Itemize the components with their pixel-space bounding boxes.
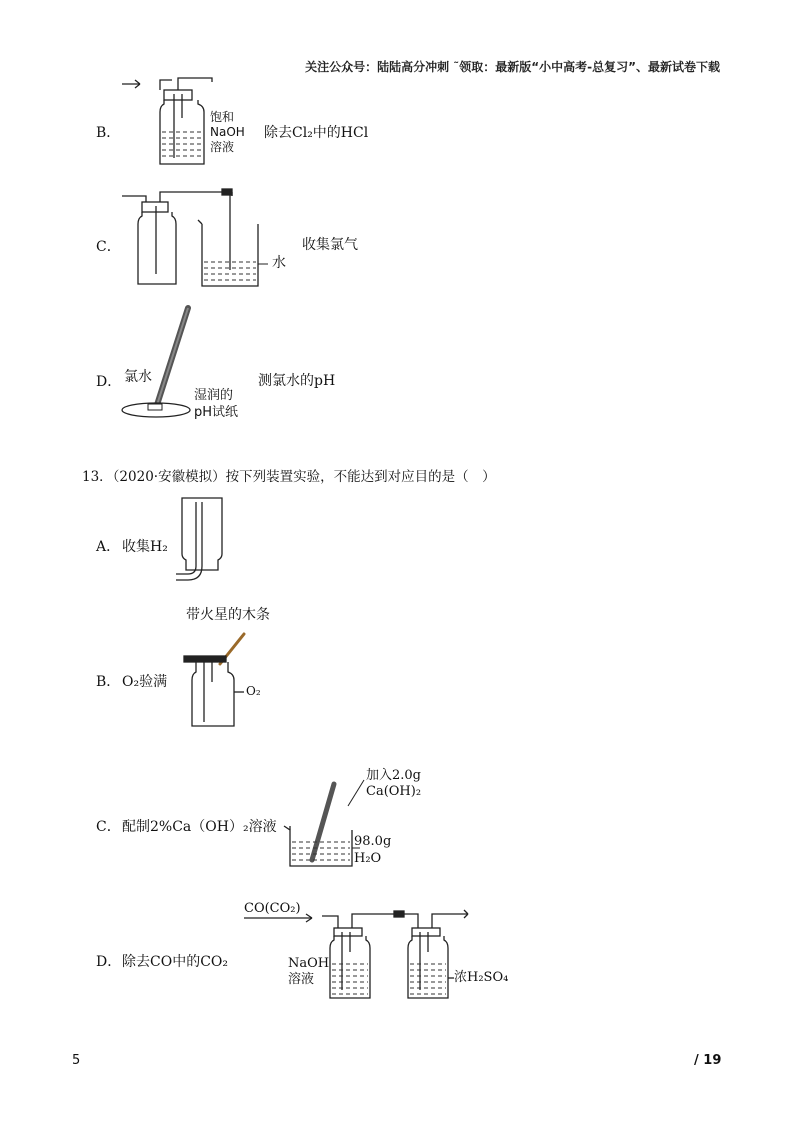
option-letter: B． <box>96 125 121 141</box>
reagent-label: 水 <box>272 255 286 271</box>
reagent-label: CO(CO₂) <box>244 901 301 916</box>
option-description: 收集H₂ <box>122 539 168 555</box>
reagent-label: 饱和 <box>210 110 235 124</box>
reagent-label: H₂O <box>354 851 382 866</box>
option-letter: D． <box>96 374 122 390</box>
option-letter: A． <box>96 539 121 555</box>
reagent-label: 带火星的木条 <box>186 607 270 623</box>
oxygen-test-figure <box>182 630 262 730</box>
option-description: 收集氯气 <box>302 237 358 253</box>
reagent-label: 浓H₂SO₄ <box>454 970 509 985</box>
reagent-label: pH试纸 <box>194 405 239 420</box>
reagent-label: NaOH <box>288 956 330 971</box>
reagent-label: Ca(OH)₂ <box>366 784 422 799</box>
option-description: O₂验满 <box>122 674 168 690</box>
gas-collection-figure <box>118 188 268 294</box>
reagent-label: NaOH <box>210 125 245 139</box>
page-number: 5 <box>72 1053 81 1068</box>
page-header: 关注公众号：陆陆高分冲刺 ˜领取：最新版“小中高考-总复习”、最新试卷下载 <box>305 60 720 74</box>
option-letter: B． <box>96 674 121 690</box>
reagent-label: 氯水 <box>124 369 152 385</box>
option-description: 除去CO中的CO₂ <box>122 954 228 970</box>
reagent-label: 溶液 <box>210 140 235 154</box>
ph-test-figure <box>118 304 198 424</box>
reagent-label: 溶液 <box>288 972 315 987</box>
option-description: 除去Cl₂中的HCl <box>264 125 369 141</box>
reagent-label: 湿润的 <box>194 388 234 403</box>
gas-jar-figure <box>172 494 232 586</box>
gas-purification-figure <box>240 900 490 1004</box>
reagent-label: 98.0g <box>354 834 392 849</box>
option-description: 配制2%Ca（OH）₂溶液 <box>122 819 277 835</box>
question-stem: 13．（2020·安徽模拟）按下列装置实验，不能达到对应目的是（ ） <box>82 469 496 485</box>
option-letter: D． <box>96 954 122 970</box>
option-letter: C． <box>96 819 121 835</box>
option-description: 测氯水的pH <box>258 373 336 389</box>
reagent-label: O₂ <box>246 684 261 698</box>
page-total: / 19 <box>694 1053 722 1068</box>
option-letter: C． <box>96 239 121 255</box>
reagent-label: 加入2.0g <box>366 768 421 783</box>
wash-bottle-figure <box>120 72 220 172</box>
